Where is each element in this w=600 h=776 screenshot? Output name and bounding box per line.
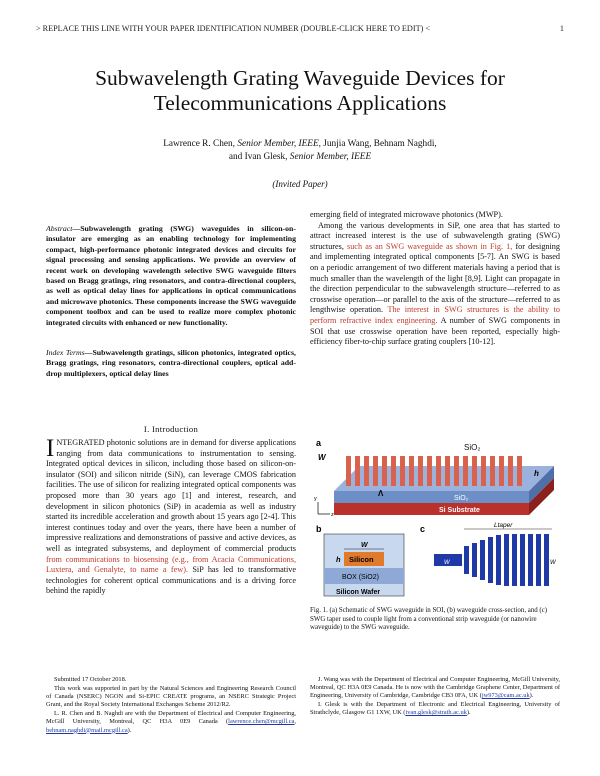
p2-highlight-1: such as an SWG waveguide as shown in Fig. 1, — [347, 241, 513, 251]
substrate-label: Si Substrate — [439, 507, 480, 514]
silicon-label: Silicon — [349, 555, 374, 564]
continuation-line: emerging field of integrated microwave photonics (MWP). — [310, 210, 503, 219]
p2-part-b: for designing and implementing integrated optical components [5-7]. An SWG is based on a periodic arrangement of two different materials having a period that is much smaller than the wavelength of the light [8,9]. Light can propagate in the direction perpendicular to the subwavelength structure—referred to as crosswise operation—or parallel to the axis of the structure—referred to as lengthwise operation. — [310, 241, 560, 315]
author-3: and Ivan Glesk, — [228, 152, 288, 162]
footnote-affiliation-2 — [310, 676, 560, 700]
email-naghdi-link[interactable]: behnam.naghdi@mail.mcgill.ca — [46, 726, 128, 734]
affil-2-close: ). — [529, 692, 534, 700]
author-2: , Junjia Wang, Behnam Naghdi, — [318, 139, 437, 149]
width-label: W — [318, 453, 326, 462]
footnote-submitted: Submitted 17 October 2018. — [54, 676, 127, 683]
affil-2-text: J. Wang was with the Department of Electrical and Computer Engineering, McGill University, Montreal, QC H3A 0E9 Canada. He is now with the Cambridge Graphene Center, Department of Engineering, University of Cambridge, Cambridge CB3 0FA, UK ( — [310, 676, 560, 700]
section-heading: I. Introduction — [143, 424, 199, 434]
paragraph-2 — [310, 221, 560, 348]
footnotes-left — [46, 676, 296, 736]
paper-title — [40, 66, 560, 116]
affil-3-close: ). — [466, 709, 471, 717]
swg-width-label: W — [550, 560, 556, 566]
right-column-text — [310, 210, 560, 348]
footnote-affiliation-3 — [310, 701, 560, 717]
author-1: Lawrence R. Chen, — [163, 139, 235, 149]
abstract-text: —Subwavelength grating (SWG) waveguides in silicon-on-insulator are emerging as an enabling technology for implementing compact, high-performance photonic integrated devices and circuits for signal processing and sensing applications. We provide an overview of recent work on developing wavelength selective SWG waveguide filters based on Bragg gratings, ring resonators, and contra-directional couplers, as well as optical delay lines for applications in optical communications and microwave photonics. These components increase the SWG waveguide component toolbox and can be used to realize more complex photonic integrated circuits with enhanced or new functionality. — [46, 224, 296, 327]
index-terms — [46, 348, 296, 379]
fig-label-a: a — [316, 438, 322, 448]
core-width-label: W — [361, 542, 368, 549]
p2-part-a: Among the various developments in SiP, one area that has started to attract increased interest is the use of subwavelength grating (SWG) structures, — [310, 220, 560, 251]
sio2-cladding-label: SiO₂ — [464, 443, 481, 452]
box-label: BOX (SiO2) — [342, 574, 379, 581]
core-height-label: h — [336, 555, 341, 564]
title-line-1: Subwavelength Grating Waveguide Devices for — [95, 66, 505, 90]
author-3-role: Senior Member, IEEE — [289, 152, 372, 162]
footnotes-right — [310, 676, 560, 718]
axis-y-label: y — [314, 496, 317, 502]
sio2-box-label: SiO₂ — [454, 495, 469, 502]
axis-z-label: z — [331, 512, 334, 518]
drop-cap: I — [46, 435, 55, 462]
fig-label-b: b — [316, 524, 322, 534]
email-chen-link[interactable]: lawrence.chen@mcgill.ca — [228, 718, 295, 726]
index-terms-label: Index Terms — [46, 348, 85, 357]
wafer-label: Silicon Wafer — [336, 589, 381, 596]
intro-highlight: from communications to biosensing (e.g., from Acacia Communications, Luxtera, and Genalyte, to name a few). — [46, 554, 296, 575]
intro-text-end: SiP has led to transformative technologies for coherent optical communications and is a driving force behind the rapidly — [46, 565, 296, 596]
p2-part-c: A number of SWG components in SOI that use crosswise operation have been reported, especially high-efficiency fiber-to-chip surface grating couplers [10-12]. — [310, 315, 560, 347]
period-label: Λ — [378, 489, 384, 498]
title-line-2: Telecommunications Applications — [153, 91, 447, 115]
taper-segments — [464, 534, 549, 586]
substrate-layer — [334, 503, 529, 515]
affil-1-sep: , — [294, 718, 296, 726]
affil-3-text: I. Glesk is with the Department of Electronic and Electrical Engineering, University of Strathclyde, Glasgow G1 1XW, UK ( — [310, 701, 560, 717]
taper-length-label: Ltaper — [494, 522, 513, 529]
strip-width-label: W — [444, 560, 450, 566]
intro-text: NTEGRATED photonic solutions are in demand for diverse applications ranging from data communications to instrumentation to sensing. Integrated optical devices in silicon, including those based on silicon-on-insulator (SOI) and silicon nitride (SiN), can leverage CMOS fabrication facilities. The use of silicon for realizing integrated optical components was proposed more than 30 years ago [1] and interest, research, and development in silicon photonics (SiP) in academia as well as industry started its incredible acceleration and growth about 15 years ago [2-4]. This interest continues today and over the years, there have been a number of impressive realizations and demonstrations of passive and active devices, as well as integrated subsystems, and deployment of commercial products — [46, 438, 296, 553]
author-1-role: Senior Member, IEEE — [237, 139, 319, 149]
figure-1 — [314, 436, 558, 602]
abstract-label: Abstract — [46, 224, 73, 233]
intro-paragraph — [46, 435, 296, 597]
fig-label-c: c — [420, 524, 426, 534]
page-number: 1 — [559, 24, 564, 33]
affil-1-close: ). — [127, 726, 132, 734]
abstract — [46, 224, 296, 328]
running-header — [36, 24, 564, 33]
header-banner: > REPLACE THIS LINE WITH YOUR PAPER IDENTIFICATION NUMBER (DOUBLE-CLICK HERE TO EDIT) < — [36, 24, 430, 33]
footnote-support: This work was supported in part by the Natural Sciences and Engineering Research Council of Canada (NSERC) NGON and Si-EPIC CREATE programs, an NSERC Strategic Project Grant, and the Royal Society International Exchanges Scheme 2012/R2. — [46, 685, 296, 709]
email-wang-link[interactable]: jw973@cam.ac.uk — [481, 692, 530, 700]
invited-note: (Invited Paper) — [272, 179, 328, 189]
index-terms-text: —Subwavelength gratings, silicon photonics, integrated optics, Bragg gratings, ring resonators, contra-directional couplers, optical add-drop multiplexers, optical delay lines — [46, 348, 296, 378]
author-list — [60, 138, 540, 164]
p2-highlight-2: The interest in SWG structures is the ability to perform refractive index engineering. — [310, 305, 560, 325]
height-label: h — [534, 469, 539, 478]
figure-caption: Fig. 1. (a) Schematic of SWG waveguide in SOI, (b) waveguide cross-section, and (c) SWG taper used to couple light from a conventional strip waveguide (or nanowire waveguide) to the SWG waveguide. — [310, 607, 548, 632]
sio2-layer — [334, 491, 529, 503]
affil-1-text: L. R. Chen and B. Naghdi are with the Department of Electrical and Computer Engineering, McGill University, Montreal, QC H3A 0E9 Canada ( — [46, 710, 296, 726]
footnote-affiliation-1 — [46, 710, 296, 734]
email-glesk-link[interactable]: ivan.glesk@strath.ac.uk — [405, 709, 467, 717]
